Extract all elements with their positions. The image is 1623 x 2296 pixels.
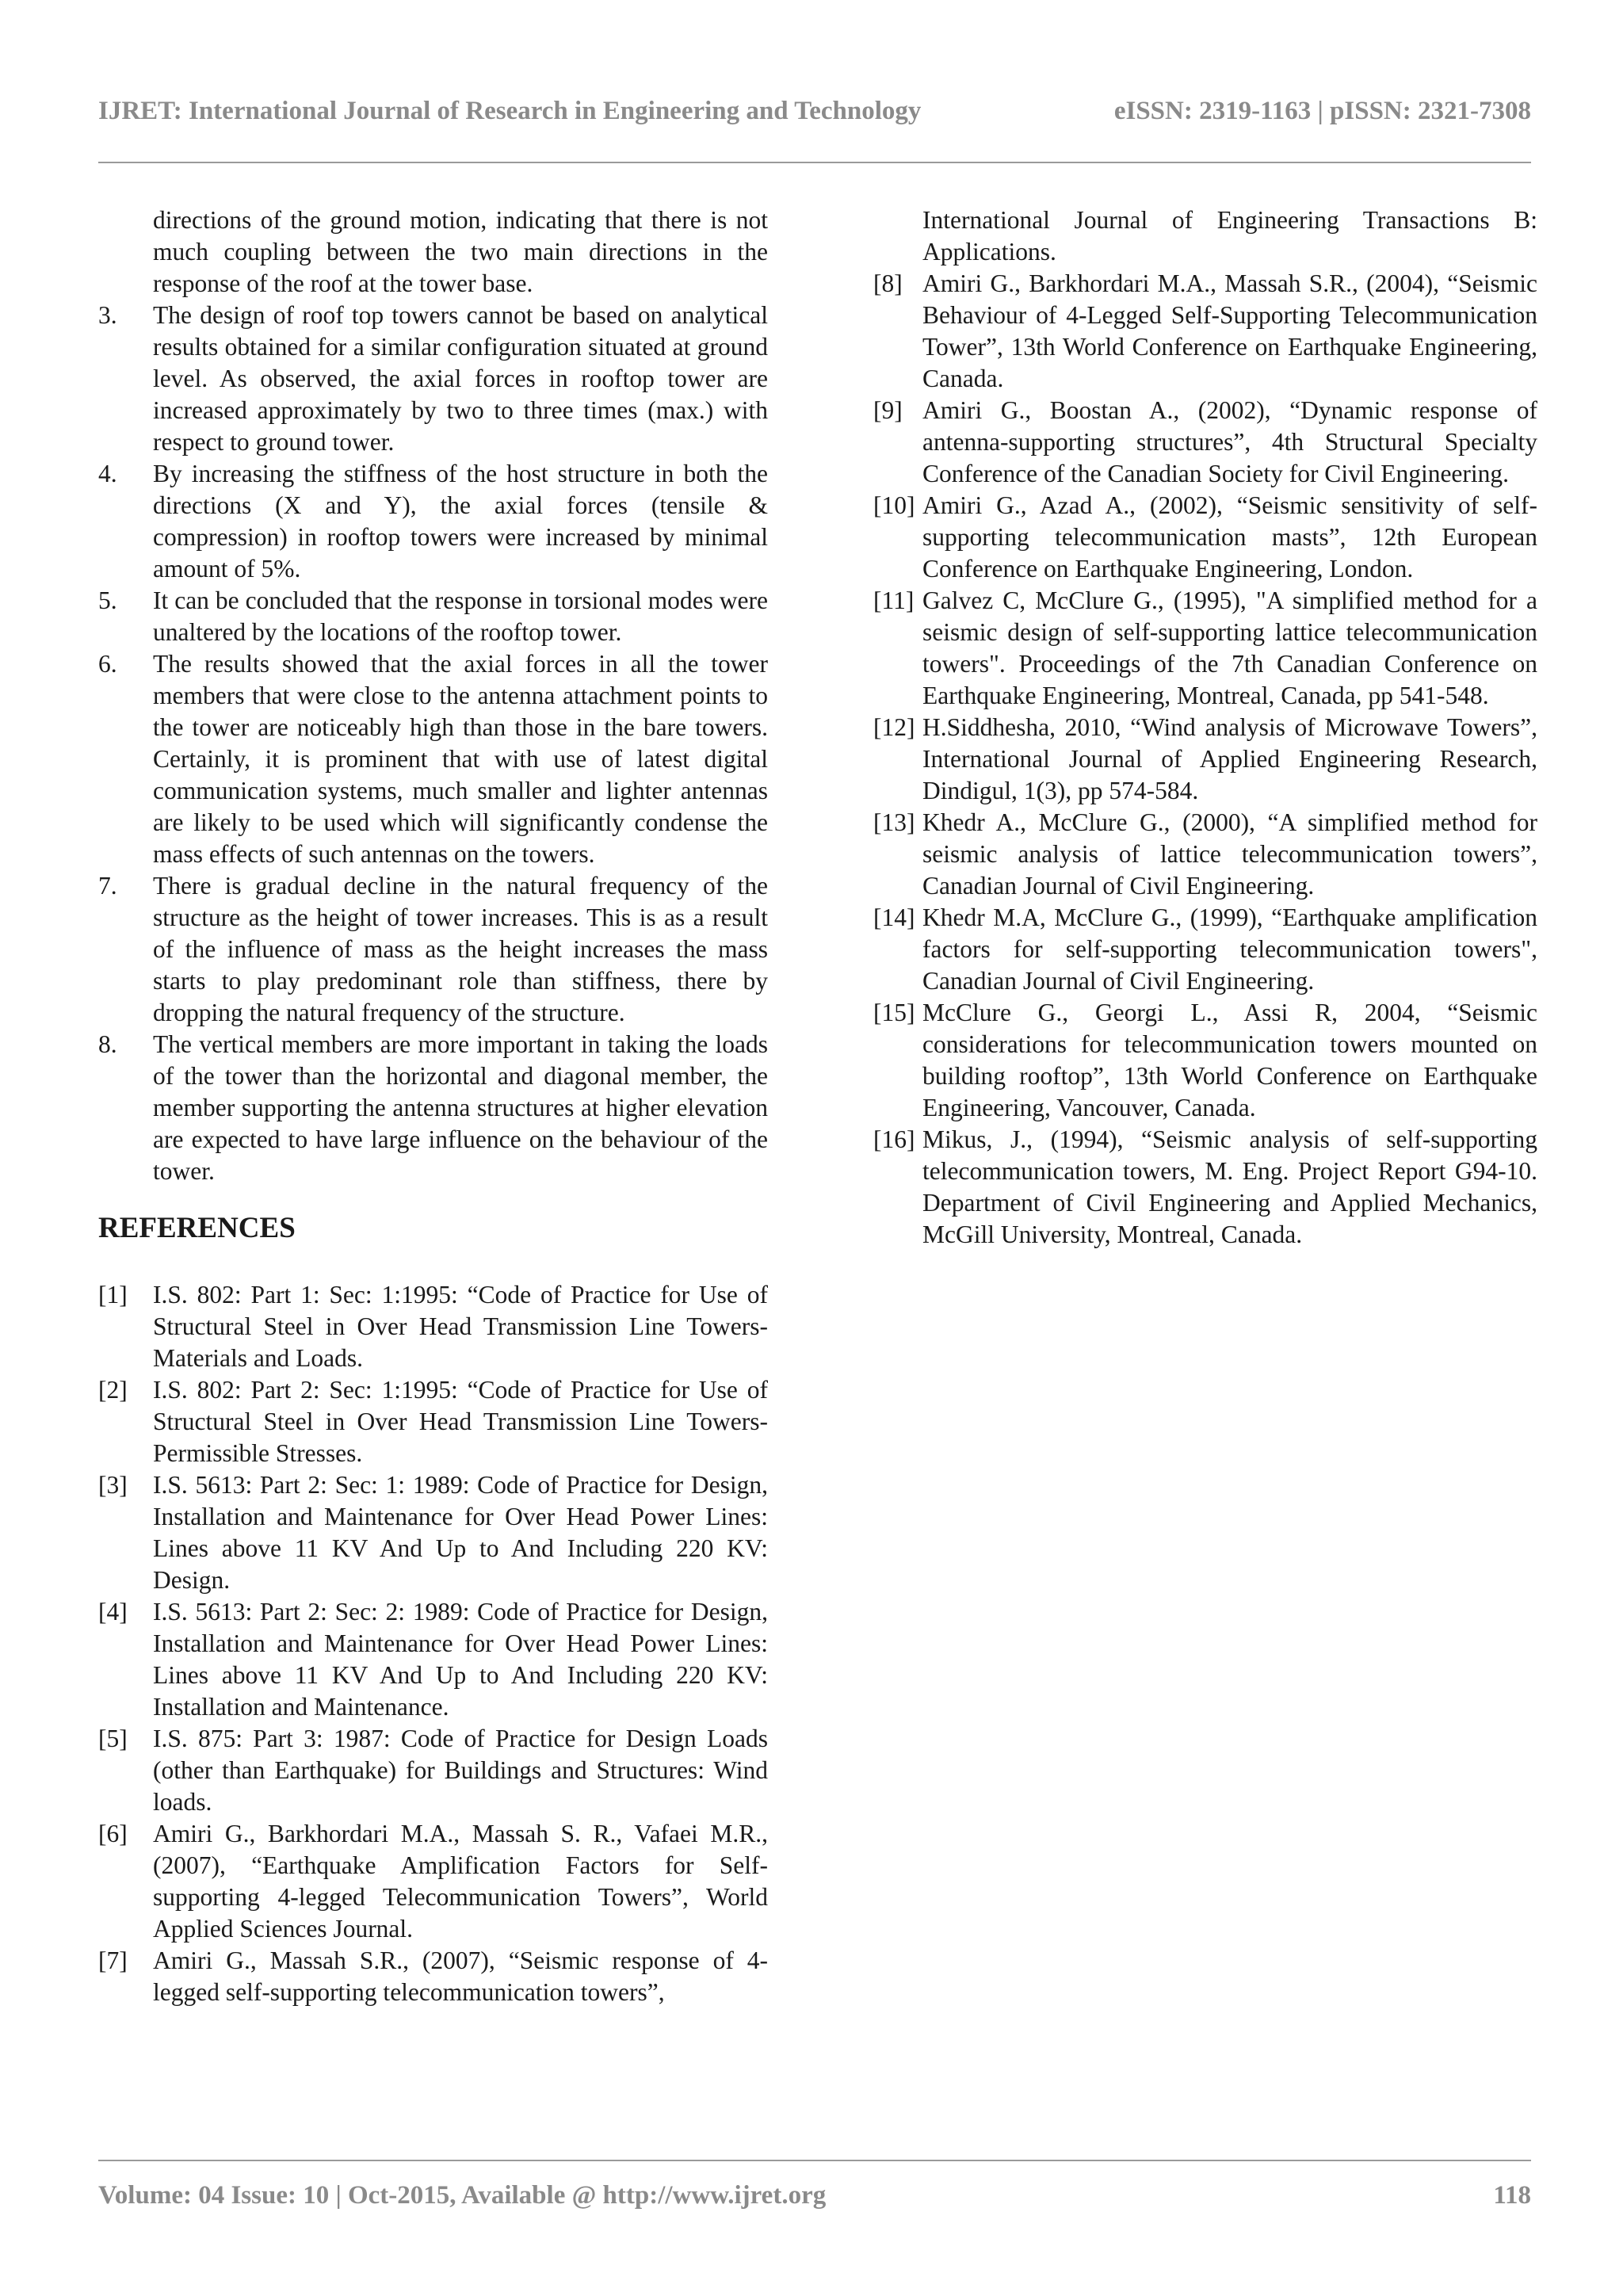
conclusion-item [98, 458, 768, 585]
references-heading: REFERENCES [98, 1212, 296, 1244]
item-text: The results showed that the axial forces in all the tower members that were close to the antenna attachment points to the tower are noticeably high than those in the bare towers. Certainly, it is prominent that with use of latest digital communication systems, much smaller and lighter antennas are likely to be used which will significantly condense the mass effects of such antennas on the towers. [153, 650, 768, 868]
right-column [873, 204, 1537, 1251]
reference-number: [15] [873, 999, 915, 1026]
reference-entry [98, 1469, 768, 1596]
left-column [98, 204, 768, 2008]
conclusion-item [98, 1029, 768, 1187]
reference-number: [1] [98, 1281, 128, 1308]
footer-rule [98, 2160, 1531, 2161]
reference-text: Amiri G., Barkhordari M.A., Massah S. R., Vafaei M.R., (2007), “Earthquake Amplification Factors for Self-supporting 4-legged Telecommunication Towers”, World Applied Sciences Journal. [153, 1820, 768, 1943]
reference-text: Galvez C, McClure G., (1995), "A simplified method for a seismic design of self-supporting lattice telecommunication towers". Proceedings of the 7th Canadian Conference on Earthquake Engineering, Montreal, Canada, pp 541-548. [922, 586, 1537, 709]
reference-text: McClure G., Georgi L., Assi R, 2004, “Seismic considerations for telecommunication towers mounted on building rooftop”, 13th World Conference on Earthquake Engineering, Vancouver, Canada. [922, 999, 1537, 1121]
reference-text: I.S. 802: Part 2: Sec: 1:1995: “Code of Practice for Use of Structural Steel in Over Head Transmission Line Towers-Permissible Stresses. [153, 1376, 768, 1467]
reference-text: Amiri G., Azad A., (2002), “Seismic sensitivity of self-supporting telecommunication masts”, 12th European Conference on Earthquake Engineering, London. [922, 491, 1537, 583]
reference-number: [13] [873, 808, 915, 836]
item-text: The design of roof top towers cannot be based on analytical results obtained for a similar configuration situated at ground level. As observed, the axial forces in rooftop tower are increased approximately by two to three times (max.) with respect to ground tower. [153, 301, 768, 456]
item-number: 7. [98, 872, 117, 900]
reference-entry [98, 1723, 768, 1818]
item-number: 3. [98, 301, 117, 329]
item-text: There is gradual decline in the natural frequency of the structure as the height of tower increases. This is as a result of the influence of mass as the height increases the mass starts to play predominant role than stiffness, there by dropping the natural frequency of the structure. [153, 872, 768, 1026]
reference-number: [16] [873, 1125, 915, 1153]
reference-entry [98, 1374, 768, 1469]
reference-number: [12] [873, 713, 915, 741]
issn-info: eISSN: 2319-1163 | pISSN: 2321-7308 [1113, 97, 1531, 125]
reference-continuation: International Journal of Engineering Transactions B: Applications. [922, 206, 1537, 266]
reference-number: [2] [98, 1376, 128, 1404]
reference-text: Khedr M.A, McClure G., (1999), “Earthquake amplification factors for self-supporting telecommunication towers", Canadian Journal of Civil Engineering. [922, 904, 1537, 995]
reference-text: Mikus, J., (1994), “Seismic analysis of self-supporting telecommunication towers, M. Eng. Project Report G94-10. Department of Civil Engineering and Applied Mechanics, McGill University, Montreal, Canada. [922, 1125, 1537, 1248]
reference-number: [7] [98, 1946, 128, 1974]
reference-entry [98, 1279, 768, 1374]
header-rule [98, 162, 1531, 163]
reference-entry [873, 585, 1537, 712]
reference-entry [873, 712, 1537, 807]
item-continuation: directions of the ground motion, indicating that there is not much coupling between the two main directions in the response of the roof at the tower base. [153, 206, 768, 297]
reference-text: I.S. 875: Part 3: 1987: Code of Practice for Design Loads (other than Earthquake) for Buildings and Structures: Wind loads. [153, 1725, 768, 1816]
item-text: By increasing the stiffness of the host structure in both the directions (X and Y), the axial forces (tensile & compression) in rooftop towers were increased by minimal amount of 5%. [153, 460, 768, 583]
item-text: It can be concluded that the response in torsional modes were unaltered by the locations of the rooftop tower. [153, 586, 768, 646]
journal-title: IJRET: International Journal of Research in Engineering and Technology [98, 97, 922, 125]
reference-number: [6] [98, 1820, 128, 1847]
page-footer [98, 2181, 1531, 2210]
conclusion-item [98, 648, 768, 870]
reference-number: [11] [873, 586, 915, 614]
reference-text: I.S. 5613: Part 2: Sec: 2: 1989: Code of Practice for Design, Installation and Maintenance for Over Head Power Lines: Lines above 11 KV And Up to And Including 220 KV: Installation and Maintenance. [153, 1598, 768, 1721]
conclusion-item [98, 870, 768, 1029]
reference-number: [10] [873, 491, 915, 519]
reference-entry [98, 1818, 768, 1945]
reference-entry [873, 807, 1537, 902]
reference-text: I.S. 802: Part 1: Sec: 1:1995: “Code of Practice for Use of Structural Steel in Over Head Transmission Line Towers-Materials and Loads. [153, 1281, 768, 1372]
reference-text: Amiri G., Massah S.R., (2007), “Seismic response of 4-legged self-supporting telecommunication towers”, [153, 1946, 768, 2006]
reference-text: H.Siddhesha, 2010, “Wind analysis of Microwave Towers”, International Journal of Applied Engineering Research, Dindigul, 1(3), pp 574-584. [922, 713, 1537, 804]
volume-info: Volume: 04 Issue: 10 | Oct-2015, Available @ http://www.ijret.org [98, 2181, 827, 2210]
page-header [98, 97, 1531, 126]
reference-text: I.S. 5613: Part 2: Sec: 1: 1989: Code of Practice for Design, Installation and Maintenance for Over Head Power Lines: Lines above 11 KV And Up to And Including 220 KV: Design. [153, 1471, 768, 1594]
reference-number: [9] [873, 396, 903, 424]
reference-entry [873, 997, 1537, 1124]
reference-text: Amiri G., Boostan A., (2002), “Dynamic response of antenna-supporting structures”, 4th Structural Specialty Conference of the Canadian Society for Civil Engineering. [922, 396, 1537, 487]
conclusion-item [98, 585, 768, 648]
reference-number: [4] [98, 1598, 128, 1626]
item-number: 8. [98, 1030, 117, 1058]
reference-number: [14] [873, 904, 915, 931]
reference-number: [5] [98, 1725, 128, 1752]
page-number: 118 [1493, 2181, 1531, 2210]
item-text: The vertical members are more important in taking the loads of the tower than the horizontal and diagonal member, the member supporting the antenna structures at higher elevation are expected to have large influence on the behaviour of the tower. [153, 1030, 768, 1185]
reference-entry [873, 395, 1537, 490]
reference-text: Khedr A., McClure G., (2000), “A simplified method for seismic analysis of lattice telecommunication towers”, Canadian Journal of Civil Engineering. [922, 808, 1537, 900]
reference-number: [3] [98, 1471, 128, 1499]
item-number: 5. [98, 586, 117, 614]
reference-text: Amiri G., Barkhordari M.A., Massah S.R., (2004), “Seismic Behaviour of 4-Legged Self-Supporting Telecommunication Tower”, 13th World Conference on Earthquake Engineering, Canada. [922, 269, 1537, 392]
reference-entry [98, 1596, 768, 1723]
reference-entry [98, 1945, 768, 2008]
reference-entry [873, 490, 1537, 585]
item-number: 4. [98, 460, 117, 487]
reference-entry [873, 902, 1537, 997]
reference-number: [8] [873, 269, 903, 297]
conclusion-item [98, 300, 768, 458]
reference-entry [873, 1124, 1537, 1251]
reference-entry [873, 268, 1537, 395]
item-number: 6. [98, 650, 117, 678]
